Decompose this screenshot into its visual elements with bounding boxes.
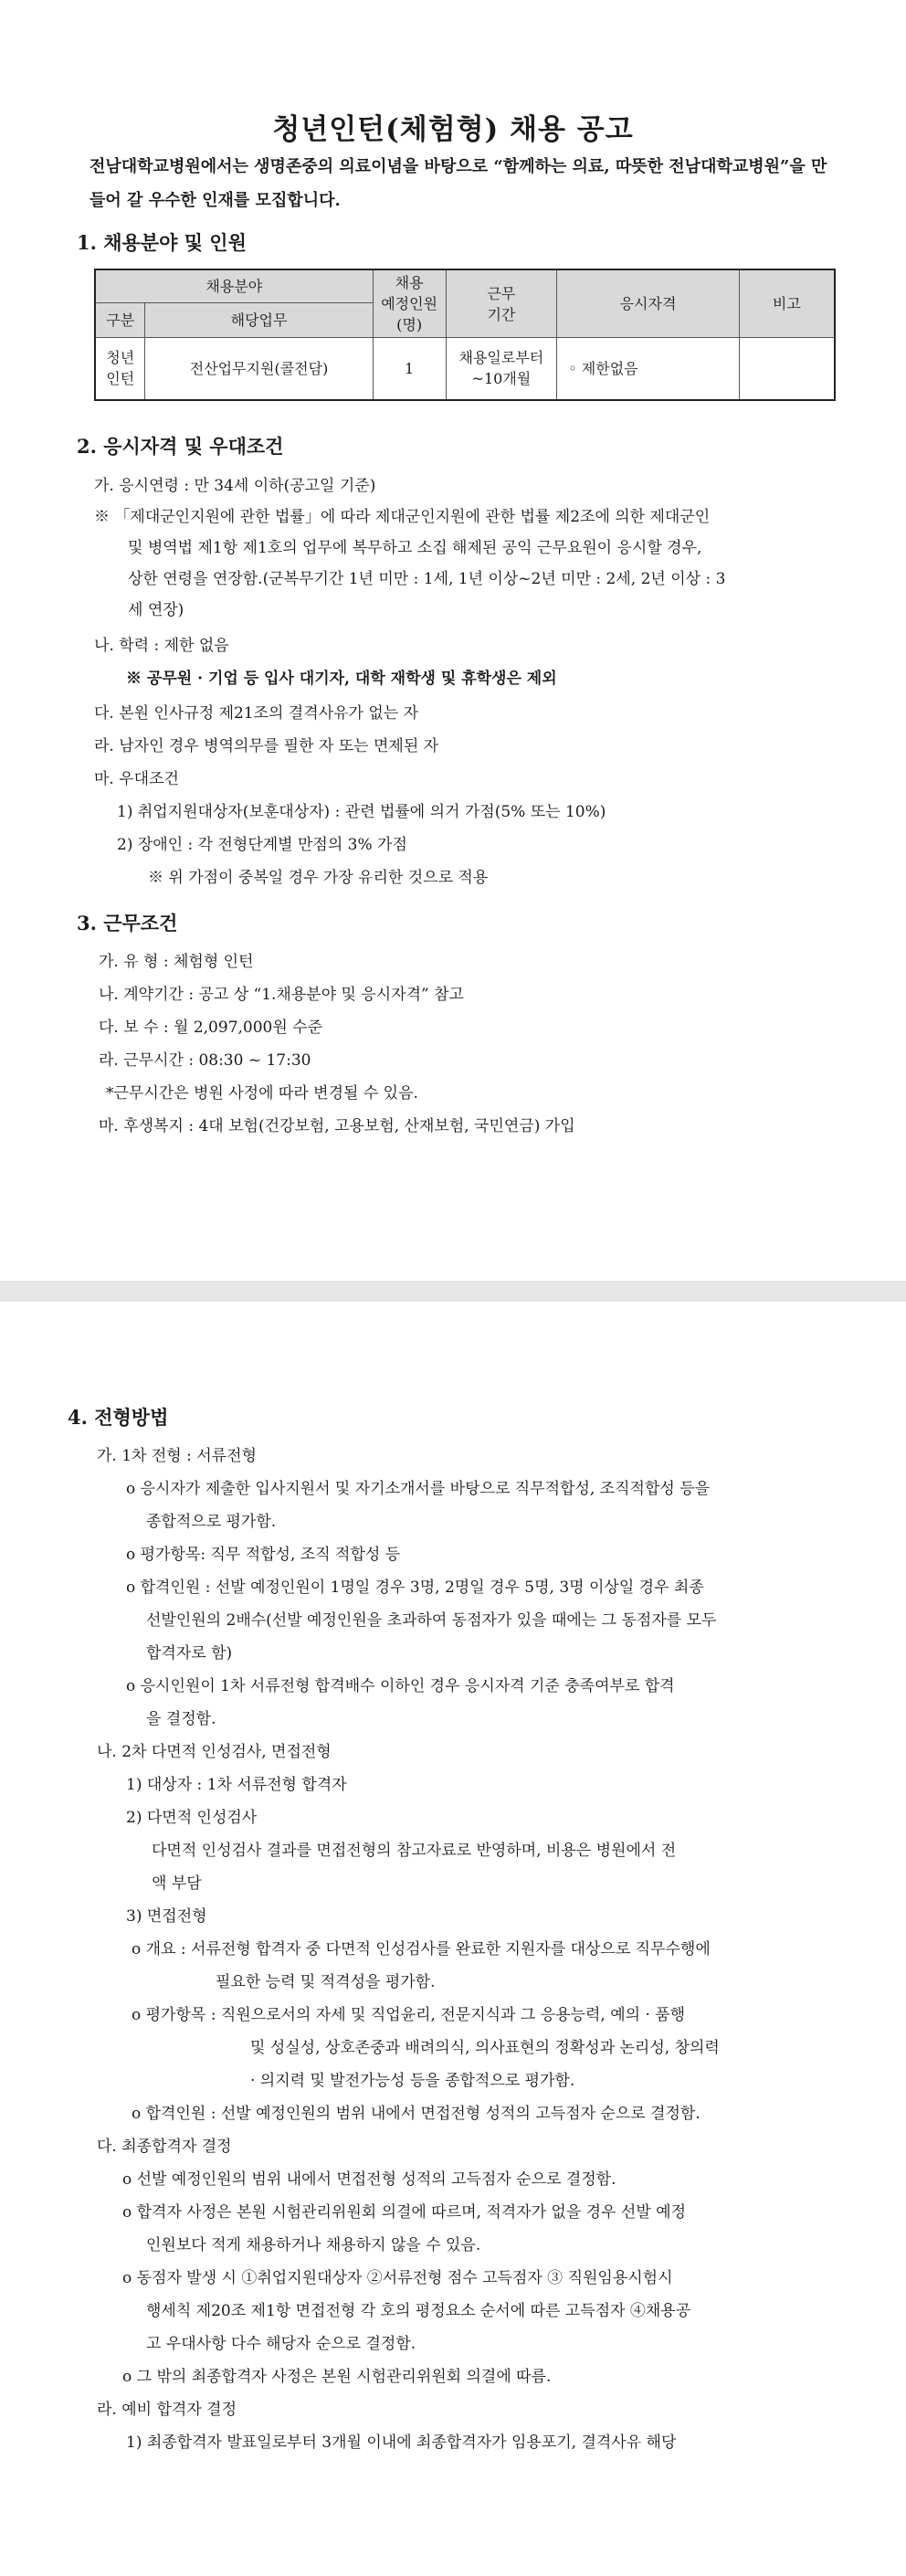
s4-line: 및 성실성, 상호존중과 배려의식, 의사표현의 정확성과 논리성, 창의력 — [250, 2039, 720, 2057]
s4-line: 종합적으로 평가함. — [146, 1513, 277, 1531]
s3-line: 가. 유 형 : 체험형 인턴 — [99, 953, 254, 971]
s4-line: o 합격인원 : 선발 예정인원이 1명일 경우 3명, 2명일 경우 5명, 3명 이상일 경우 최종 — [126, 1578, 704, 1597]
s2-line: 라. 남자인 경우 병역의무를 필한 자 또는 면제된 자 — [94, 737, 439, 755]
s3-line: 마. 후생복지 : 4대 보험(건강보험, 고용보험, 산재보험, 국민연금) 가입 — [99, 1117, 575, 1135]
s4-line: o 응시인원이 1차 서류전형 합격배수 이하인 경우 응시자격 기준 충족여부로 합격 — [126, 1677, 675, 1695]
cell-period: 채용일로부터 ~10개월 — [446, 338, 557, 400]
s3-line: 다. 보 수 : 월 2,097,000원 수준 — [99, 1019, 323, 1037]
header-task: 해당업무 — [145, 302, 373, 337]
s4-line: 2) 다면적 인성검사 — [126, 1809, 258, 1827]
s4-line: 합격자로 함) — [146, 1644, 233, 1663]
s4-line: 필요한 능력 및 적격성을 평가함. — [216, 1973, 436, 1991]
header-qualification: 응시자격 — [557, 269, 739, 338]
s4-line: o 동점자 발생 시 ①취업지원대상자 ②서류전형 점수 고득점자 ③ 직원임용시험시 — [122, 2269, 673, 2287]
s2-line: ※ 위 가점이 중복일 경우 가장 유리한 것으로 적용 — [148, 869, 489, 887]
table-row — [95, 338, 835, 400]
s2-line: 세 연장) — [128, 601, 184, 619]
document-page-2 — [0, 1302, 906, 2576]
s4-line: 인원보다 적게 채용하거나 채용하지 않을 수 있음. — [146, 2236, 481, 2254]
cell-division: 청년 인턴 — [95, 338, 145, 400]
s4-line: 1) 대상자 : 1차 서류전형 합격자 — [126, 1776, 347, 1794]
s2-line: 및 병역법 제1항 제1호의 업무에 복무하고 소집 해제된 공익 근무요원이 응시할 경우, — [128, 539, 702, 557]
s4-line: 나. 2차 다면적 인성검사, 면접전형 — [97, 1743, 332, 1761]
s4-line: 가. 1차 전형 : 서류전형 — [97, 1447, 257, 1465]
s4-line: 액 부담 — [152, 1874, 202, 1893]
section-1-heading: 1. 채용분야 및 인원 — [77, 231, 247, 254]
s2-line: 상한 연령을 연장함.(군복무기간 1년 미만 : 1세, 1년 이상~2년 미만 : 2세, 2년 이상 : 3 — [128, 570, 726, 588]
s4-line: 선발인원의 2배수(선발 예정인원을 초과하여 동점자가 있을 때에는 그 동점자를 모두 — [146, 1611, 717, 1630]
s2-line: 1) 취업지원대상자(보훈대상자) : 관련 법률에 의거 가점(5% 또는 10%) — [117, 803, 606, 821]
s4-line: o 응시자가 제출한 입사지원서 및 자기소개서를 바탕으로 직무적합성, 조직적합성 등을 — [126, 1480, 711, 1498]
s4-line: 다면적 인성검사 결과를 면접전형의 참고자료로 반영하며, 비용은 병원에서 전 — [152, 1842, 677, 1860]
s4-line: 을 결정함. — [146, 1710, 216, 1728]
recruitment-table — [94, 269, 836, 401]
s2-line: 마. 우대조건 — [94, 770, 179, 788]
header-field: 채용분야 — [95, 269, 373, 302]
s4-line: o 개요 : 서류전형 합격자 중 다면적 인성검사를 완료한 지원자를 대상으로 직무수행에 — [132, 1940, 711, 1958]
section-4-heading: 4. 전형방법 — [68, 1406, 169, 1429]
s4-line: 1) 최종합격자 발표일로부터 3개월 이내에 최종합격자가 임용포기, 결격사유 해당 — [126, 2433, 677, 2452]
s2-line: ※ 공무원 · 기업 등 입사 대기자, 대학 재학생 및 휴학생은 제외 — [126, 670, 557, 688]
s4-line: o 평가항목 : 직원으로서의 자세 및 직업윤리, 전문지식과 그 응용능력, 예의 · 품행 — [132, 2006, 686, 2024]
intro-paragraph: 전남대학교병원에서는 생명존중의 의료이념을 바탕으로 “함께하는 의료, 따뜻한 전남대학교병원”을 만들어 갈 우수한 인재를 모집합니다. — [90, 157, 827, 210]
document-page-1 — [0, 0, 906, 1281]
header-division: 구분 — [95, 302, 145, 337]
s4-line: 다. 최종합격자 결정 — [97, 2138, 232, 2156]
s3-line: 라. 근무시간 : 08:30 ~ 17:30 — [99, 1051, 311, 1070]
s4-line: o 평가항목: 직무 적합성, 조직 적합성 등 — [126, 1546, 401, 1564]
s2-line: 나. 학력 : 제한 없음 — [94, 637, 229, 655]
cell-task: 전산업무지원(콜전담) — [145, 338, 373, 400]
s4-line: · 의지력 및 발전가능성 등을 종합적으로 평가함. — [250, 2072, 575, 2090]
s4-line: o 합격인원 : 선발 예정인원의 범위 내에서 면접전형 성적의 고득점자 순으로 결정함. — [132, 2105, 701, 2123]
s4-line: 행세칙 제20조 제1항 면접전형 각 호의 평정요소 순서에 따른 고득점자 ④채용공 — [146, 2302, 691, 2320]
s2-line: 다. 본원 인사규정 제21조의 결격사유가 없는 자 — [94, 704, 419, 723]
s3-line: 나. 계약기간 : 공고 상 “1.채용분야 및 응시자격” 참고 — [99, 986, 464, 1004]
section-3-heading: 3. 근무조건 — [77, 912, 178, 934]
s3-line: *근무시간은 병원 사정에 따라 변경될 수 있음. — [106, 1084, 418, 1103]
cell-note — [739, 338, 835, 400]
cell-qualification: ◦ 제한없음 — [557, 338, 739, 400]
s2-line: ※ 「제대군인지원에 관한 법률」에 따라 제대군인지원에 관한 법률 제2조에 의한 제대군인 — [94, 508, 711, 526]
s4-line: 3) 면접전형 — [126, 1907, 207, 1926]
cell-number: 1 — [373, 338, 446, 400]
s4-line: o 선발 예정인원의 범위 내에서 면접전형 성적의 고득점자 순으로 결정함. — [122, 2170, 616, 2189]
s4-line: o 합격자 사정은 본원 시험관리위원회 의결에 따르며, 적격자가 없을 경우 선발 예정 — [122, 2203, 687, 2222]
section-2-heading: 2. 응시자격 및 우대조건 — [77, 435, 284, 458]
header-note: 비고 — [739, 269, 835, 338]
header-planned-number: 채용 예정인원 (명) — [373, 269, 446, 338]
s2-line: 가. 응시연령 : 만 34세 이하(공고일 기준) — [94, 477, 376, 495]
header-period: 근무 기간 — [446, 269, 557, 338]
s4-line: 라. 예비 합격자 결정 — [97, 2401, 237, 2419]
s4-line: 고 우대사항 다수 해당자 순으로 결정함. — [146, 2335, 416, 2353]
page-title: 청년인턴(체험형) 채용 공고 — [272, 113, 634, 146]
s4-line: o 그 밖의 최종합격자 사정은 본원 시험관리위원회 의결에 따름. — [122, 2368, 552, 2386]
s2-line: 2) 장애인 : 각 전형단계별 만점의 3% 가점 — [117, 836, 407, 854]
